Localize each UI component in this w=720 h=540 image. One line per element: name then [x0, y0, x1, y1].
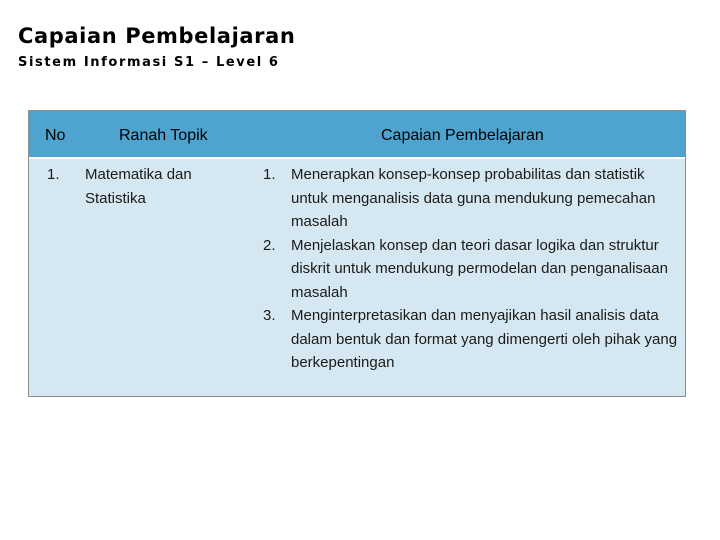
page-subtitle: Sistem Informasi S1 – Level 6	[18, 55, 280, 70]
outcome-number: 2.	[263, 236, 276, 254]
column-header-no: No	[45, 127, 66, 144]
table-header-row	[29, 111, 685, 159]
outcome-list	[263, 163, 683, 375]
column-header-topic: Ranah Topik	[119, 127, 208, 144]
outcome-item	[263, 304, 683, 375]
column-header-outcomes: Capaian Pembelajaran	[381, 127, 544, 144]
outcome-item	[263, 234, 683, 305]
outcome-text: Menjelaskan konsep dan teori dasar logika dan struktur diskrit untuk mendukung permodelan dan penganalisaan masalah	[291, 236, 668, 301]
learning-outcomes-table	[28, 110, 686, 397]
row-topic: Matematika dan Statistika	[85, 166, 192, 207]
outcome-item	[263, 163, 683, 234]
outcome-text: Menginterpretasikan dan menyajikan hasil analisis data dalam bentuk dan format yang dimengerti oleh pihak yang berkepentingan	[291, 307, 678, 371]
outcome-number: 3.	[263, 307, 276, 324]
outcome-number: 1.	[263, 166, 276, 183]
page-title: Capaian Pembelajaran	[18, 24, 296, 48]
outcome-text: Menerapkan konsep-konsep probabilitas dan statistik untuk menganalisis data guna mendukung pemecahan masalah	[291, 166, 656, 230]
row-number: 1.	[47, 166, 60, 183]
